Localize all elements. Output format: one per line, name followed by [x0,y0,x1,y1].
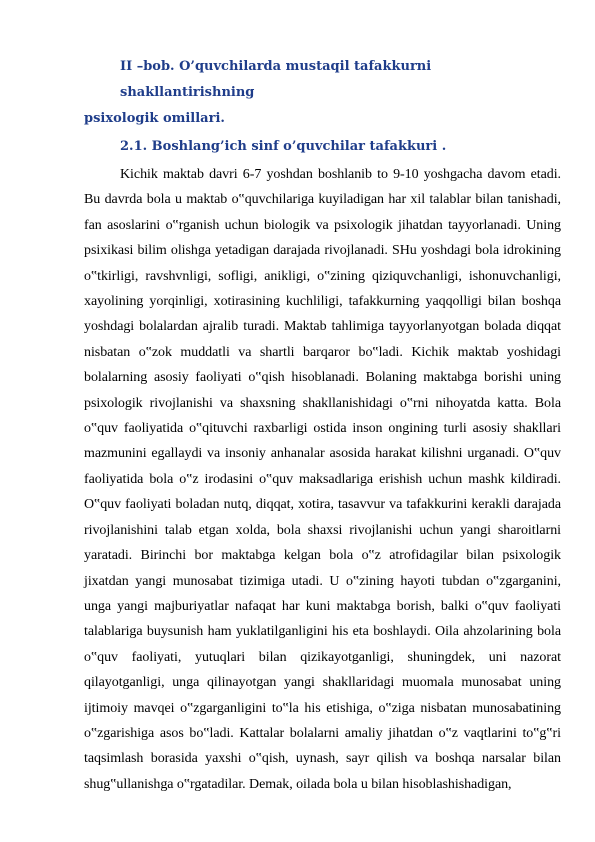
body-paragraph: Kichik maktab davri 6-7 yoshdan boshlanib to 9-10 yoshgacha davom etadi. Bu davrda bola u maktab o‟quvchilariga kuyiladigan har xil talablar bilan tanishadi, fan asoslarini o‟rganish uchun biologik va psixologik jihatdan tayyorlanadi. Uning psixikasi bilim olishga yetadigan darajada rivojlanadi. SHu yoshdagi bola idrokining o‟tkirligi, ravshvnligi, sofligi, anikligi, o‟zining qiziquvchanligi, ishonuvchanligi, xayolining yorqinligi, xotirasining kuchliligi, tafakkurning yaqqolligi bilan boshqa yoshdagi bolalardan ajralib turadi. Maktab tahlimiga tayyorlanyotgan bolada diqqat nisbatan o‟zok muddatli va shartli barqaror bo‟ladi. Kichik maktab yoshidagi bolalarning asosiy faoliyati o‟qish hisoblanadi. Bolaning maktabga borishi uning psixologik rivojlanishi va shaxsning shakllanishidagi o‟rni nihoyatda katta. Bola o‟quv faoliyatida o‟qituvchi raxbarligi ostida inson ongining turli asosiy shakllari mazmunini egallaydi va insoniy anhanalar asosida harakat kilishni urganadi. O‟quv faoliyatida bola o‟z irodasini o‟quv maksadlariga erishish uchun mashk kildiradi. O‟quv faoliyati boladan nutq, diqqat, xotira, tasavvur va tafakkurini kerakli darajada rivojlanishini talab etgan xolda, bola shaxsi rivojlanishi uchun yangi sharoitlarni yaratadi. Birinchi bor maktabga kelgan bola o‟z atrofidagilar bilan psixologik jixatdan yangi munosabat tizimiga utadi. U o‟zining hayoti tubdan o‟zgarganini, unga yangi majburiyatlar nafaqat har kuni maktabga borish, balki o‟quv faoliyati talablariga buysunish ham yuklatilganligini his eta boshlaydi. Oila ahzolarining bola o‟quv faoliyati, yutuqlari bilan qizikayotganligi, shuningdek, uni nazorat qilayotganligi, unga qilinayotgan yangi shakllaridagi muomala munosabat uning ijtimoiy mavqei o‟zgarganligini to‟la his etishiga, o‟ziga nisbatan munosabatining o‟zgarishiga asos bo‟ladi. Kattalar bolalarni amaliy jihatdan o‟z vaqtlarini to‟g‟ri taqsimlash borasida yaxshi o‟qish, uynash, sayr qilish va boshqa narsalar bilan shug‟ullanishga o‟rgatadilar. Demak, oilada bola u bilan hisoblashishadigan, [84,167,561,792]
chapter-heading [84,54,561,132]
document-page [84,54,561,797]
section-heading: 2.1. Boshlang’ich sinf o’quvchilar tafakkuri . [120,139,447,154]
chapter-heading-line-1: II –bob. O’quvchilarda mustaqil tafakkurni shakllantirishning [120,59,432,100]
chapter-heading-line-2: psixologik omillari. [84,111,225,126]
